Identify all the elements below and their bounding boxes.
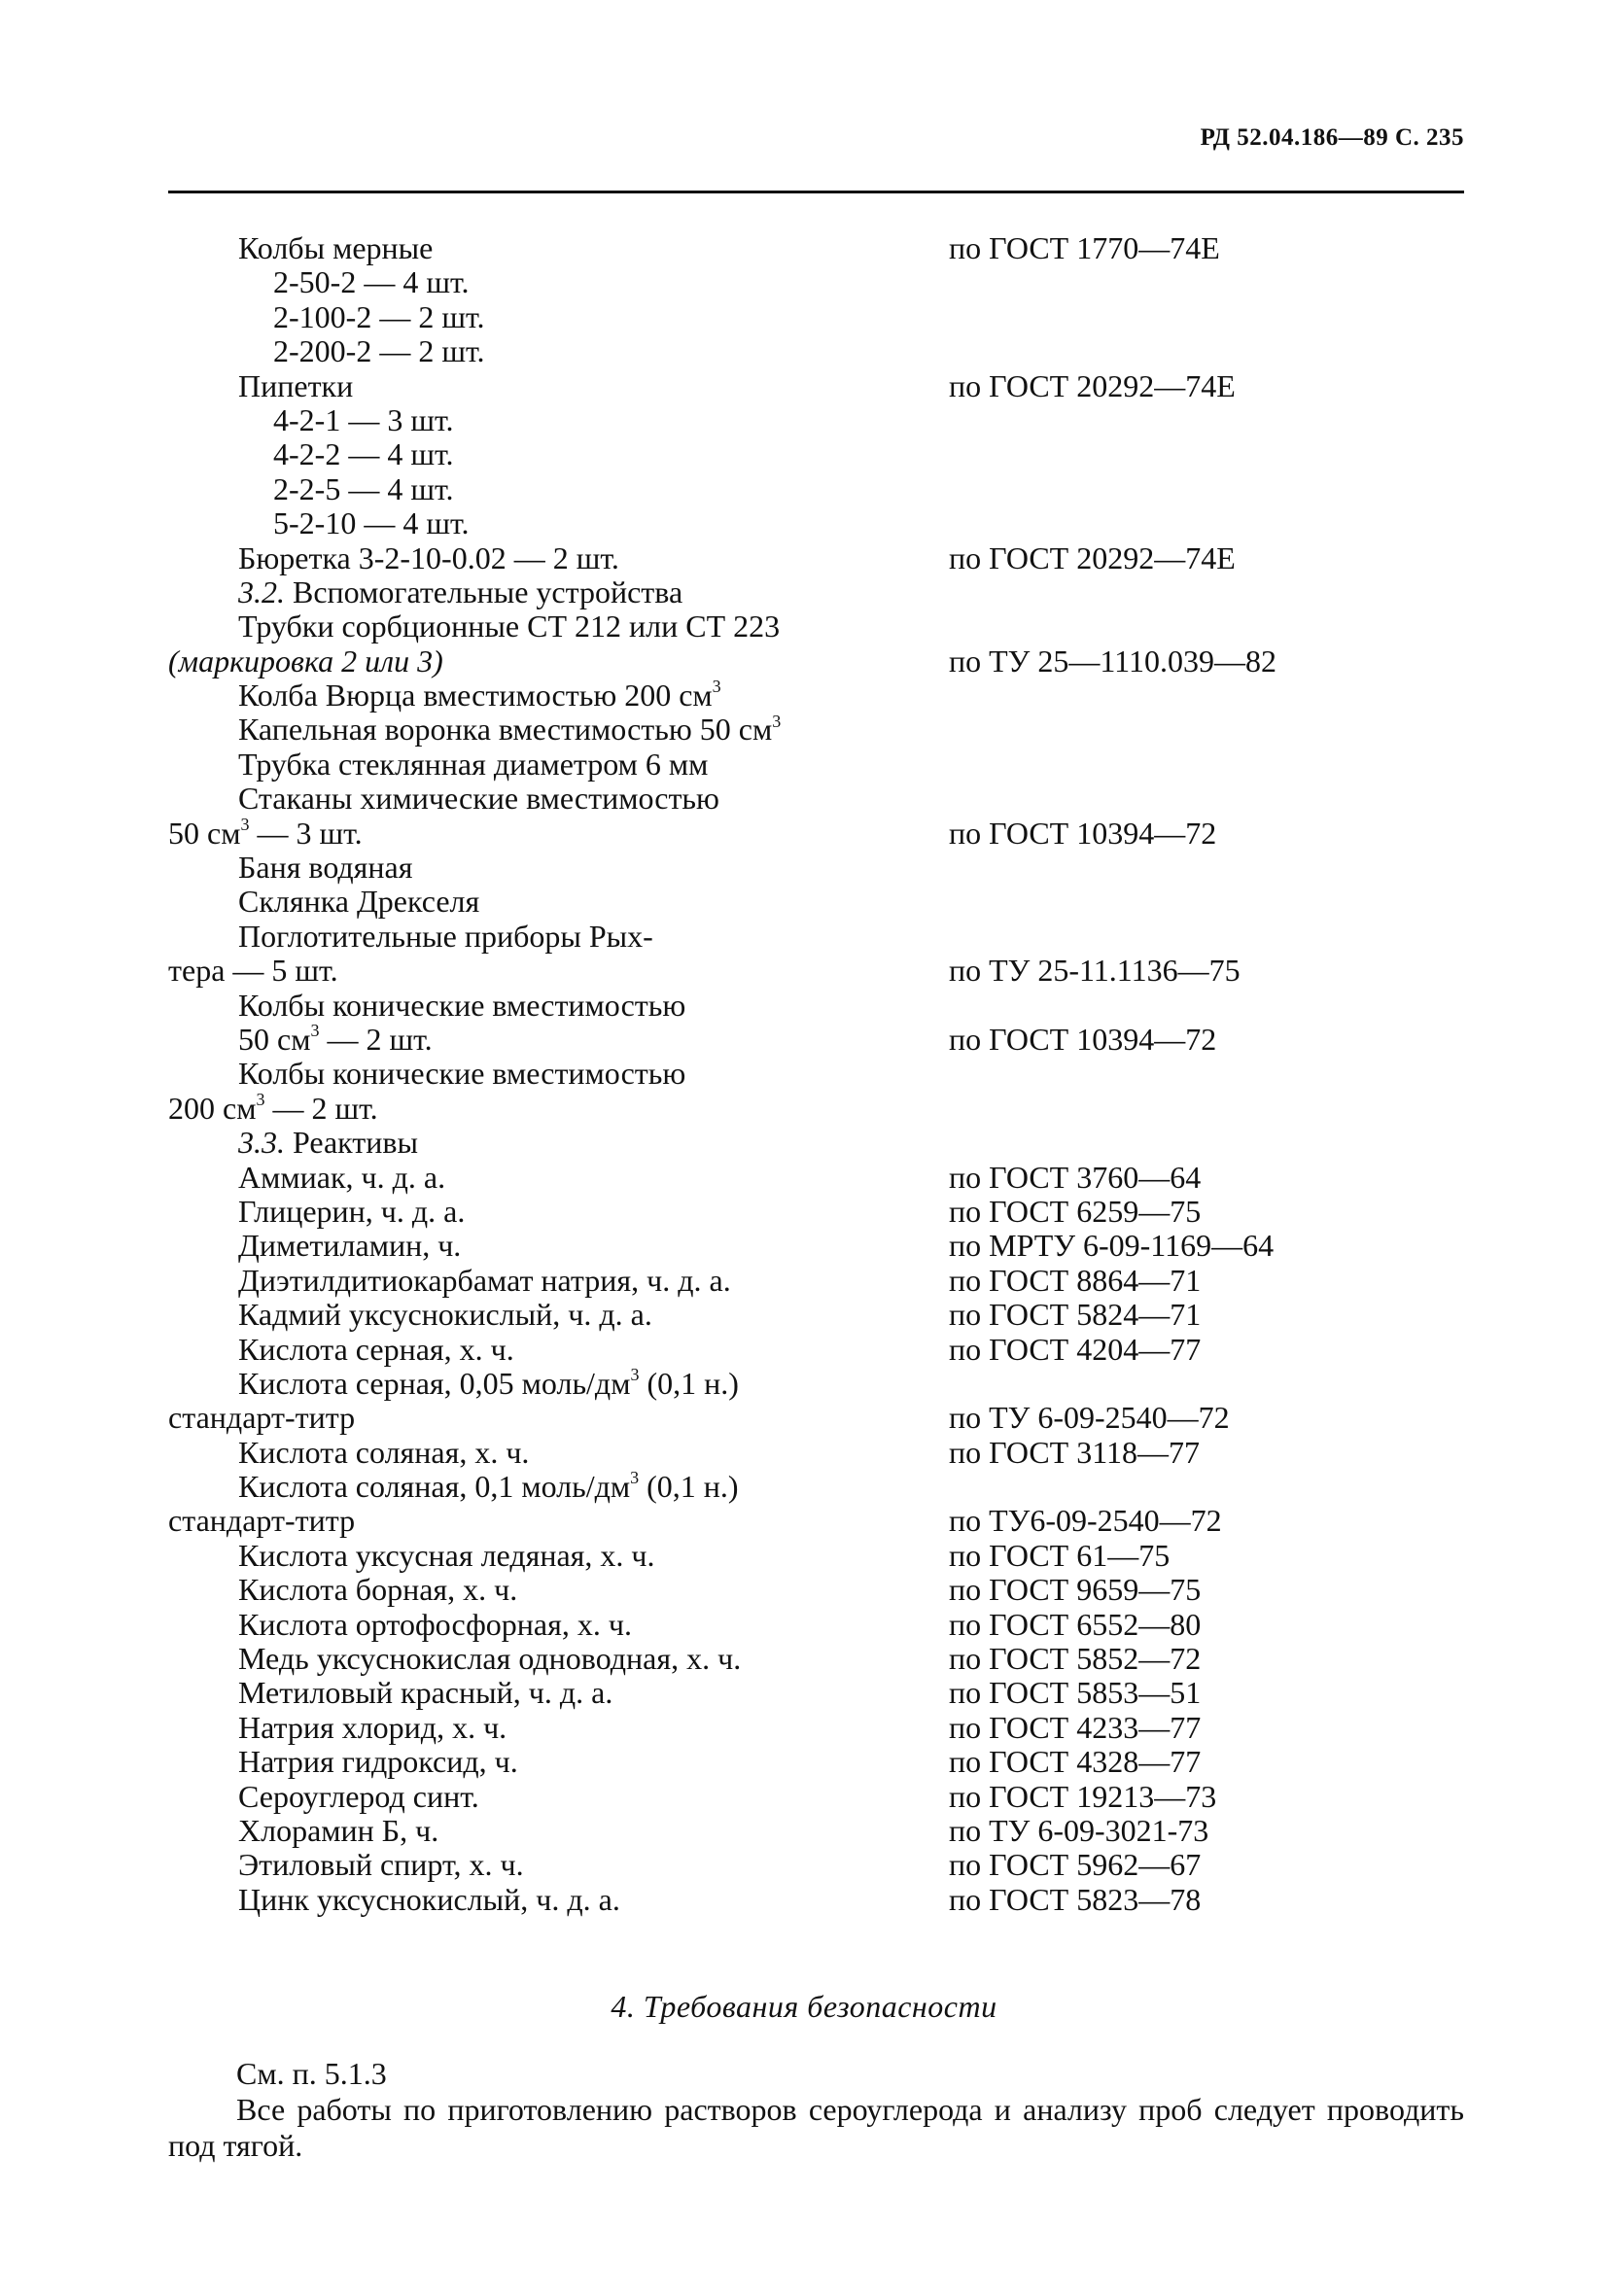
list-item [168, 403, 1471, 437]
list-item [168, 1195, 1471, 1229]
item-name: Кислота ортофосфорная, х. ч. [238, 1606, 632, 1642]
item-standard: по ГОСТ 3118—77 [949, 1434, 1201, 1470]
list-item [168, 851, 1471, 885]
item-standard: по ГОСТ 5852—72 [949, 1641, 1202, 1677]
item-name: Глицерин, ч. д. а. [238, 1193, 466, 1229]
item-name: Кислота серная, 0,05 моль/$дм^3$ (0,1 н.) [238, 1365, 739, 1401]
item-name: Колбы мерные [238, 230, 434, 265]
list-item [168, 1367, 1471, 1401]
list-item [168, 1092, 1471, 1126]
list-item [168, 989, 1471, 1023]
header-rule [168, 191, 1464, 193]
list-item [168, 954, 1471, 988]
item-name: Баня водяная [238, 850, 413, 886]
item-name: Трубки сорбционные СТ 212 или СТ 223 [238, 609, 781, 644]
item-standard: по ГОСТ 5824—71 [949, 1297, 1202, 1333]
list-item [168, 1057, 1471, 1091]
item-name: Кадмий уксуснокислый, ч. д. а. [238, 1297, 652, 1333]
item-name: Сероуглерод синт. [238, 1778, 479, 1814]
item-standard: по ГОСТ 61—75 [949, 1537, 1171, 1573]
list-item [168, 1436, 1471, 1470]
list-item [168, 885, 1471, 919]
list-item [168, 369, 1471, 403]
item-name: Кислота соляная, 0,1 моль/$дм^3$ (0,1 н.) [238, 1468, 739, 1505]
item-name: Натрия хлорид, х. ч. [238, 1709, 507, 1745]
item-standard: по ГОСТ 8864—71 [949, 1262, 1202, 1298]
section-paragraph: Все работы по приготовлению растворов сероуглерода и анализу проб следует проводить под тягой. [168, 2092, 1464, 2163]
list-item [168, 1676, 1471, 1710]
list-item [168, 609, 1471, 644]
list-item [168, 713, 1471, 747]
item-standard: по ГОСТ 4204—77 [949, 1331, 1202, 1367]
equipment-list [168, 231, 1471, 1917]
item-name: 2-200-2 — 2 шт. [273, 333, 485, 369]
list-item [168, 472, 1471, 506]
list-item [168, 1711, 1471, 1745]
item-name: Кислота серная, х. ч. [238, 1331, 514, 1367]
list-item [168, 1539, 1471, 1573]
item-standard: по ГОСТ 5962—67 [949, 1847, 1202, 1883]
item-name: 5-2-10 — 4 шт. [273, 505, 470, 541]
list-item [168, 1126, 1471, 1160]
section-reference: См. п. 5.1.3 [236, 2056, 387, 2091]
item-name: Колбы конические вместимостью [238, 1056, 686, 1092]
item-name: стандарт-титр [168, 1400, 356, 1436]
item-name: Медь уксуснокислая одноводная, х. ч. [238, 1641, 742, 1677]
list-item [168, 644, 1471, 678]
item-name: Трубка стеклянная диаметром 6 мм [238, 746, 709, 782]
item-standard: по ГОСТ 5853—51 [949, 1675, 1202, 1711]
list-item [168, 1848, 1471, 1882]
list-item [168, 920, 1471, 954]
item-name: 3.3. Реактивы [238, 1125, 419, 1161]
list-item [168, 748, 1471, 782]
item-standard: по МРТУ 6-09-1169—64 [949, 1228, 1275, 1264]
item-name: Натрия гидроксид, ч. [238, 1744, 518, 1780]
item-name: Хлорамин Б, ч. [238, 1812, 439, 1848]
item-name: Поглотительные приборы Рых- [238, 918, 653, 954]
list-item [168, 782, 1471, 816]
list-item [168, 1333, 1471, 1367]
list-item [168, 231, 1471, 265]
item-standard: по ГОСТ 10394—72 [949, 1021, 1217, 1057]
item-name: 2-50-2 — 4 шт. [273, 264, 470, 300]
item-standard: по ГОСТ 4233—77 [949, 1709, 1202, 1745]
item-name: Этиловый спирт, х. ч. [238, 1847, 524, 1883]
item-name: 50 $см^3$ — 2 шт. [238, 1021, 433, 1057]
list-item [168, 1780, 1471, 1814]
item-name: Пипетки [238, 367, 354, 403]
section-heading: 4. Требования безопасности [611, 1989, 997, 2024]
item-name: 2-100-2 — 2 шт. [273, 298, 485, 334]
list-item [168, 1298, 1471, 1332]
list-item [168, 506, 1471, 540]
list-item [168, 334, 1471, 368]
list-item [168, 1504, 1471, 1538]
item-name: Колбы конические вместимостью [238, 987, 686, 1023]
list-item [168, 437, 1471, 471]
item-standard: по ГОСТ 5823—78 [949, 1881, 1202, 1917]
item-name: Метиловый красный, ч. д. а. [238, 1675, 613, 1711]
item-name: 50 $см^3$ — 3 шт. [168, 814, 363, 851]
item-name: Кислота соляная, х. ч. [238, 1434, 530, 1470]
list-item [168, 1023, 1471, 1057]
item-name: 2-2-5 — 4 шт. [273, 470, 454, 506]
item-standard: по ГОСТ 4328—77 [949, 1744, 1202, 1780]
list-item [168, 1229, 1471, 1263]
item-name: Кислота уксусная ледяная, х. ч. [238, 1537, 655, 1573]
list-item [168, 541, 1471, 575]
item-standard: по ГОСТ 1770—74Е [949, 230, 1220, 265]
item-name: (маркировка 2 или 3) [168, 643, 443, 678]
item-name: 3.2. Вспомогательные устройства [238, 574, 683, 609]
list-item [168, 1401, 1471, 1435]
item-name: 200 $см^3$ — 2 шт. [168, 1090, 378, 1126]
item-standard: по ГОСТ 20292—74Е [949, 367, 1236, 403]
item-name: Диметиламин, ч. [238, 1228, 462, 1264]
list-item [168, 1642, 1471, 1676]
item-name: стандарт-титр [168, 1503, 356, 1539]
item-standard: по ТУ 6-09-3021-73 [949, 1812, 1209, 1848]
list-item [168, 1745, 1471, 1779]
item-standard: по ГОСТ 19213—73 [949, 1778, 1217, 1814]
item-name: Аммиак, ч. д. а. [238, 1159, 446, 1195]
item-name: Капельная воронка вместимостью 50 $см^3$ [238, 711, 782, 748]
item-name: Склянка Дрекселя [238, 884, 480, 920]
item-standard: по ТУ 25-11.1136—75 [949, 953, 1241, 989]
list-item [168, 300, 1471, 334]
list-item [168, 265, 1471, 299]
running-header: РД 52.04.186—89 С. 235 [1200, 124, 1464, 151]
item-standard: по ГОСТ 9659—75 [949, 1572, 1202, 1608]
item-name: 4-2-1 — 3 шт. [273, 401, 454, 437]
item-standard: по ГОСТ 20292—74Е [949, 539, 1236, 575]
item-standard: по ТУ6-09-2540—72 [949, 1503, 1222, 1539]
item-standard: по ГОСТ 10394—72 [949, 815, 1217, 851]
item-name: 4-2-2 — 4 шт. [273, 436, 454, 472]
item-standard: по ГОСТ 3760—64 [949, 1159, 1202, 1195]
item-name: Колба Вюрца вместимостью 200 $см^3$ [238, 677, 721, 713]
item-name: Стаканы химические вместимостью [238, 781, 719, 817]
item-name: Кислота борная, х. ч. [238, 1572, 518, 1608]
list-item [168, 1573, 1471, 1607]
item-standard: по ТУ 25—1110.039—82 [949, 643, 1276, 678]
list-item [168, 1264, 1471, 1298]
list-item [168, 1883, 1471, 1917]
item-name: тера — 5 шт. [168, 953, 338, 989]
item-standard: по ГОСТ 6259—75 [949, 1193, 1202, 1229]
item-standard: по ТУ 6-09-2540—72 [949, 1400, 1230, 1436]
list-item [168, 678, 1471, 713]
item-name: Цинк уксуснокислый, ч. д. а. [238, 1881, 620, 1917]
list-item [168, 575, 1471, 609]
item-name: Бюретка 3-2-10-0.02 — 2 шт. [238, 539, 619, 575]
list-item [168, 814, 1471, 851]
list-item [168, 1608, 1471, 1642]
list-item [168, 1814, 1471, 1848]
item-name: Диэтилдитиокарбамат натрия, ч. д. а. [238, 1262, 731, 1298]
list-item [168, 1161, 1471, 1195]
list-item [168, 1470, 1471, 1504]
item-standard: по ГОСТ 6552—80 [949, 1606, 1202, 1642]
